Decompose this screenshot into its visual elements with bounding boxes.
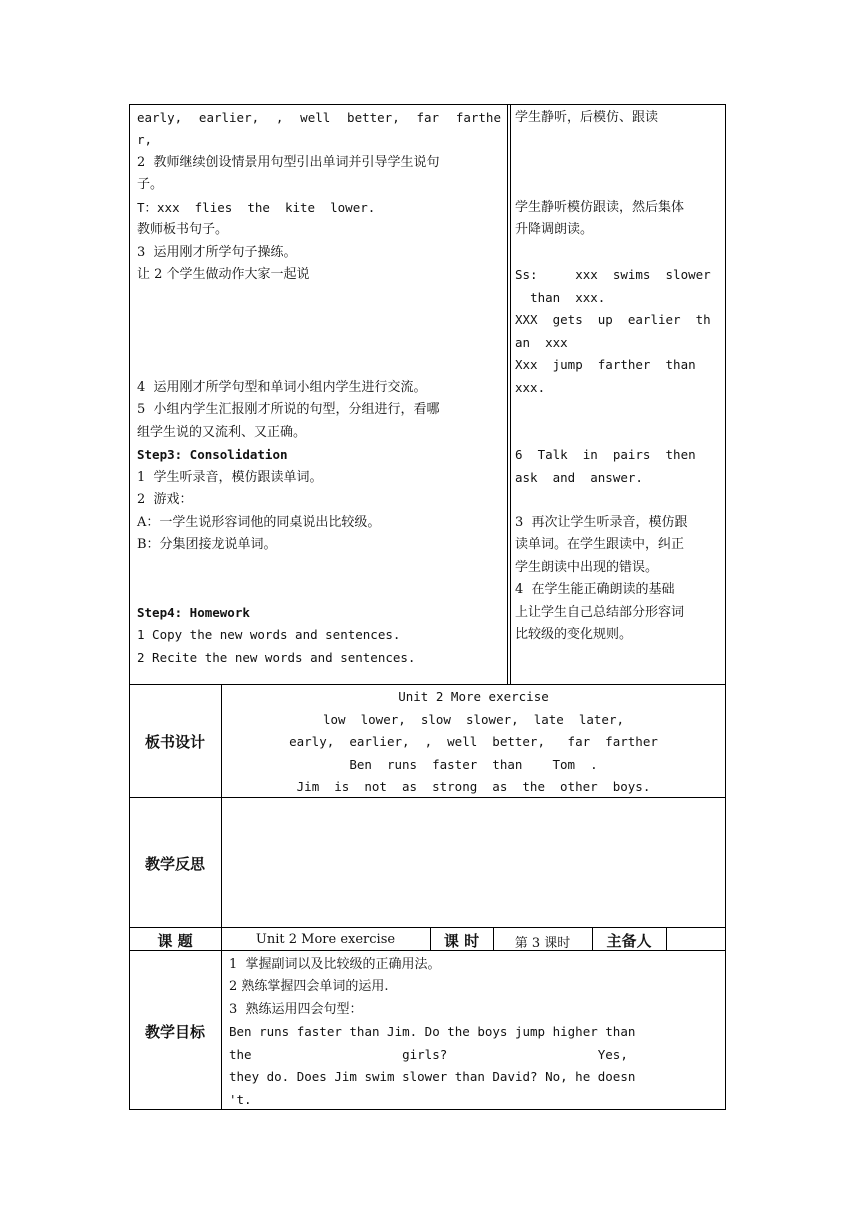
- period-value: 第 3 课时: [514, 936, 571, 951]
- header-div-5: [666, 927, 667, 950]
- left-line-7: 3 运用刚才所学句子操练。: [137, 245, 297, 260]
- left-line-11: 组学生说的又流利、又正确。: [137, 425, 307, 440]
- right-line-4: Ss: xxx swims slower: [515, 267, 711, 282]
- left-line-10: 5 小组内学生汇报刚才所说的句型，分组进行，看哪: [137, 402, 440, 417]
- right-line-13: 读单词。在学生跟读中，纠正: [515, 537, 685, 552]
- period-label: 课 时: [443, 932, 480, 950]
- right-line-15: 4 在学生能正确朗读的基础: [515, 582, 675, 597]
- label-col-divider-2: [221, 950, 222, 1110]
- right-line-16: 上让学生自己总结部分形容词: [515, 605, 685, 620]
- board-design-label: 板书设计: [144, 733, 205, 751]
- objective-line-4: Ben runs faster than Jim. Do the boys jump higher than: [229, 1024, 636, 1039]
- left-line-12: Step3: Consolidation: [137, 447, 288, 462]
- right-line-5: than xxx.: [515, 290, 606, 305]
- topic-label: 课 题: [157, 932, 193, 950]
- left-line-15: A：一学生说形容词他的同桌说出比较级。: [137, 515, 381, 530]
- left-line-8: 让 2 个学生做动作大家一起说: [137, 267, 310, 282]
- left-line-5: T：xxx flies the kite lower.: [137, 200, 376, 215]
- board-line-3: early, earlier, , well better, far farther: [289, 734, 658, 749]
- right-line-9: xxx.: [515, 380, 546, 395]
- left-line-18: 1 Copy the new words and sentences.: [137, 627, 401, 642]
- left-line-3: 2 教师继续创设情景用句型引出单词并引导学生说句: [137, 155, 440, 170]
- left-line-19: 2 Recite the new words and sentences.: [137, 650, 416, 665]
- left-line-9: 4 运用刚才所学句型和单词小组内学生进行交流。: [137, 380, 427, 395]
- right-line-7: an xxx: [515, 335, 568, 350]
- left-line-2: r,: [137, 132, 153, 147]
- row-line-header: [129, 927, 726, 928]
- objectives-label: 教学目标: [144, 1023, 205, 1041]
- objective-line-2: 2 熟练掌握四会单词的运用.: [229, 979, 389, 994]
- right-line-8: Xxx jump farther than: [515, 357, 696, 372]
- board-line-4: Ben runs faster than Tom .: [349, 757, 598, 772]
- col-divider-top-2: [510, 104, 511, 684]
- left-line-16: B：分集团接龙说单词。: [137, 537, 277, 552]
- reflection-label: 教学反思: [144, 855, 205, 873]
- row-line-board: [129, 684, 726, 685]
- left-line-1: early, earlier, , well better, far farthe: [137, 110, 501, 125]
- topic-value: Unit 2 More exercise: [255, 932, 396, 947]
- board-line-5: Jim is not as strong as the other boys.: [296, 779, 651, 794]
- right-line-6: XXX gets up earlier th: [515, 312, 711, 327]
- right-line-2: 学生静听模仿跟读，然后集体: [515, 200, 685, 215]
- col-divider-top: [507, 104, 508, 684]
- right-line-10: 6 Talk in pairs then: [515, 447, 696, 462]
- right-line-11: ask and answer.: [515, 470, 643, 485]
- objective-line-5: the girls? Yes,: [229, 1047, 628, 1062]
- right-line-1: 学生静听，后模仿、跟读: [515, 110, 659, 125]
- board-line-1: Unit 2 More exercise: [398, 689, 549, 704]
- objective-line-3: 3 熟练运用四会句型：: [229, 1002, 363, 1017]
- preparer-label: 主备人: [606, 932, 652, 950]
- left-line-4: 子。: [137, 177, 164, 192]
- objective-line-6: they do. Does Jim swim slower than David? No, he doesn: [229, 1069, 636, 1084]
- right-line-14: 学生朗读中出现的错误。: [515, 560, 659, 575]
- objective-line-7: 't.: [229, 1092, 252, 1107]
- objective-line-1: 1 掌握副词以及比较级的正确用法。: [229, 957, 441, 972]
- left-line-13: 1 学生听录音，模仿跟读单词。: [137, 470, 323, 485]
- right-line-17: 比较级的变化规则。: [515, 627, 633, 642]
- left-line-14: 2 游戏：: [137, 492, 193, 507]
- right-line-12: 3 再次让学生听录音，模仿跟: [515, 515, 688, 530]
- board-line-2: low lower, slow slower, late later,: [322, 712, 625, 727]
- right-line-3: 升降调朗读。: [515, 222, 594, 237]
- left-line-6: 教师板书句子。: [137, 222, 229, 237]
- left-line-17: Step4: Homework: [137, 605, 250, 620]
